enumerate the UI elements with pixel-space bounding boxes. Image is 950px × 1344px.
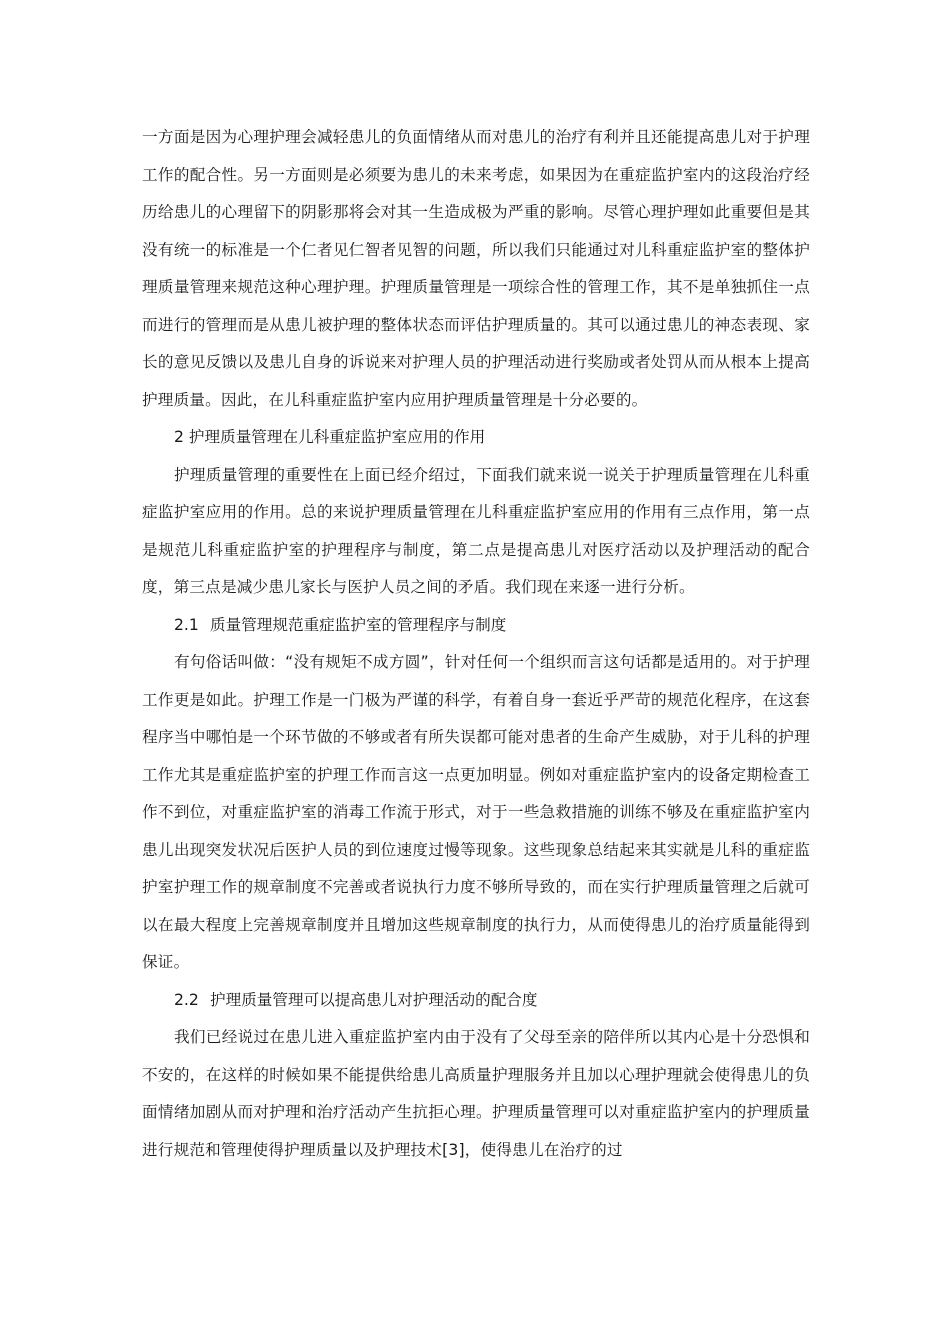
body-paragraph: 护理质量管理的重要性在上面已经介绍过，下面我们就来说一说关于护理质量管理在儿科重症监护室应用的作用。总的来说护理质量管理在儿科重症监护室应用的作用有三点作用，第一点是规范儿科重症监护室的护理程序与制度，第二点是提高患儿对医疗活动以及护理活动的配合度，第三点是减少患儿家长与医护人员之间的矛盾。我们现在来逐一进行分析。 — [142, 465, 810, 596]
subsection-number: 2.2 — [174, 990, 199, 1009]
body-paragraph: 有句俗话叫做：“没有规矩不成方圆”，针对任何一个组织而言这句话都是适用的。对于护理工作更是如此。护理工作是一门极为严谨的科学，有着自身一套近乎严苛的规范化程序，在这套程序当中哪怕是一个环节做的不够或者有所失误都可能对患者的生命产生威胁，对于儿科的护理工作尤其是重症监护室的护理工作而言这一点更加明显。例如对重症监护室内的设备定期检查工作不到位，对重症监护室的消毒工作流于形式，对于一些急救措施的训练不够及在重症监护室内患儿出现突发状况后医护人员的到位速度过慢等现象。这些现象总结起来其实就是儿科的重症监护室护理工作的规章制度不完善或者说执行力度不够所导致的，而在实行护理质量管理之后就可以在最大程度上完善规章制度并且增加这些规章制度的执行力，从而使得患儿的治疗质量能得到保证。 — [142, 653, 810, 971]
section-number: 2 — [174, 428, 184, 446]
section-heading — [142, 419, 810, 457]
section-title: 护理质量管理在儿科重症监护室应用的作用 — [188, 428, 486, 446]
subsection-title: 护理质量管理可以提高患儿对护理活动的配合度 — [210, 990, 538, 1009]
body-paragraph: 一方面是因为心理护理会减轻患儿的负面情绪从而对患儿的治疗有利并且还能提高患儿对于护理工作的配合性。另一方面则是必须要为患儿的未来考虑，如果因为在重症监护室内的这段治疗经历给患儿的心理留下的阴影那将会对其一生造成极为严重的影响。尽管心理护理如此重要但是其没有统一的标准是一个仁者见仁智者见智的问题，所以我们只能通过对儿科重症监护室的整体护理质量管理来规范这种心理护理。护理质量管理是一项综合性的管理工作，其不是单独抓住一点而进行的管理而是从患儿被护理的整体状态而评估护理质量的。其可以通过患儿的神态表现、家长的意见反馈以及患儿自身的诉说来对护理人员的护理活动进行奖励或者处罚从而从根本上提高护理质量。因此，在儿科重症监护室内应用护理质量管理是十分必要的。 — [142, 128, 810, 409]
subsection-title: 质量管理规范重症监护室的管理程序与制度 — [210, 615, 507, 634]
subsection-number: 2.1 — [174, 615, 199, 634]
body-paragraph: 我们已经说过在患儿进入重症监护室内由于没有了父母至亲的陪伴所以其内心是十分恐惧和不安的，在这样的时候如果不能提供给患儿高质量护理服务并且加以心理护理就会使得患儿的负面情绪加剧从而对护理和治疗活动产生抗拒心理。护理质量管理可以对重症监护室内的护理质量进行规范和管理使得护理质量以及护理技术[3]，使得患儿在治疗的过 — [142, 1028, 810, 1159]
document-page — [142, 119, 810, 1169]
subsection-heading — [142, 982, 810, 1020]
subsection-heading — [142, 607, 810, 645]
